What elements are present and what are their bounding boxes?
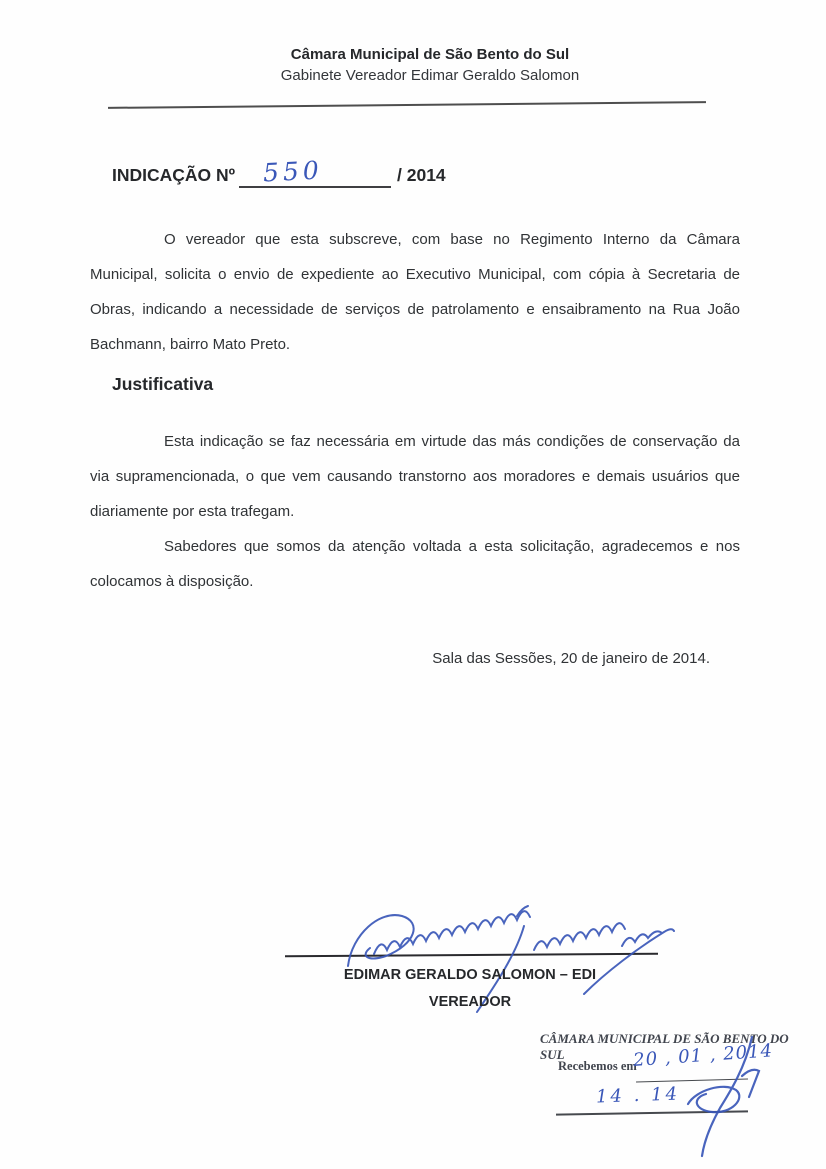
justification-heading: Justificativa — [112, 374, 214, 394]
stamp-org-name: CÂMARA MUNICIPAL DE SÃO BENTO DO SUL — [540, 1031, 789, 1062]
stamp-received-time-handwritten: 14 . 14 — [595, 1083, 681, 1108]
letterhead-divider — [108, 101, 706, 109]
body-paragraph-2: Esta indicação se faz necessária em virtude das más condições de conservação da via supramencionada, o que vem causando transtorno aos moradores e demais usuários que diariamente por esta trafegam. — [90, 433, 740, 520]
body-paragraph-3: Sabedores que somos da atenção voltada a esta solicitação, agradecemos e nos colocamos à disposição. — [90, 538, 740, 590]
stamp-received-date-handwritten: 20 , 01 , 2014 — [632, 1040, 774, 1071]
letterhead-org-name: Câmara Municipal de São Bento do Sul — [290, 46, 570, 63]
signatory-name: EDIMAR GERALDO SALOMON – EDI — [343, 967, 597, 983]
indication-number-blank-line — [239, 186, 391, 188]
indication-year-label: / 2014 — [397, 165, 446, 185]
letterhead — [35, 44, 825, 86]
stamp-received-label: Recebemos em — [558, 1059, 637, 1073]
signatory-role: VEREADOR — [428, 994, 512, 1010]
indication-title-label: INDICAÇÃO Nº — [112, 165, 236, 185]
letterhead-office-name: Gabinete Vereador Edimar Geraldo Salomon — [280, 67, 580, 84]
body-paragraph-1: O vereador que esta subscreve, com base no Regimento Interno da Câmara Municipal, solicita o envio de expediente ao Executivo Municipal, com cópia à Secretaria de Obras, indicando a necessidade de serviços de patrolamento e ensaibramento na Rua João Bachmann, bairro Mato Preto. — [90, 231, 740, 353]
handwritten-rubric-scribble — [630, 1030, 826, 1169]
dateline: Sala das Sessões, 20 de janeiro de 2014. — [432, 650, 710, 667]
indication-number-handwritten: 550 — [262, 155, 324, 188]
